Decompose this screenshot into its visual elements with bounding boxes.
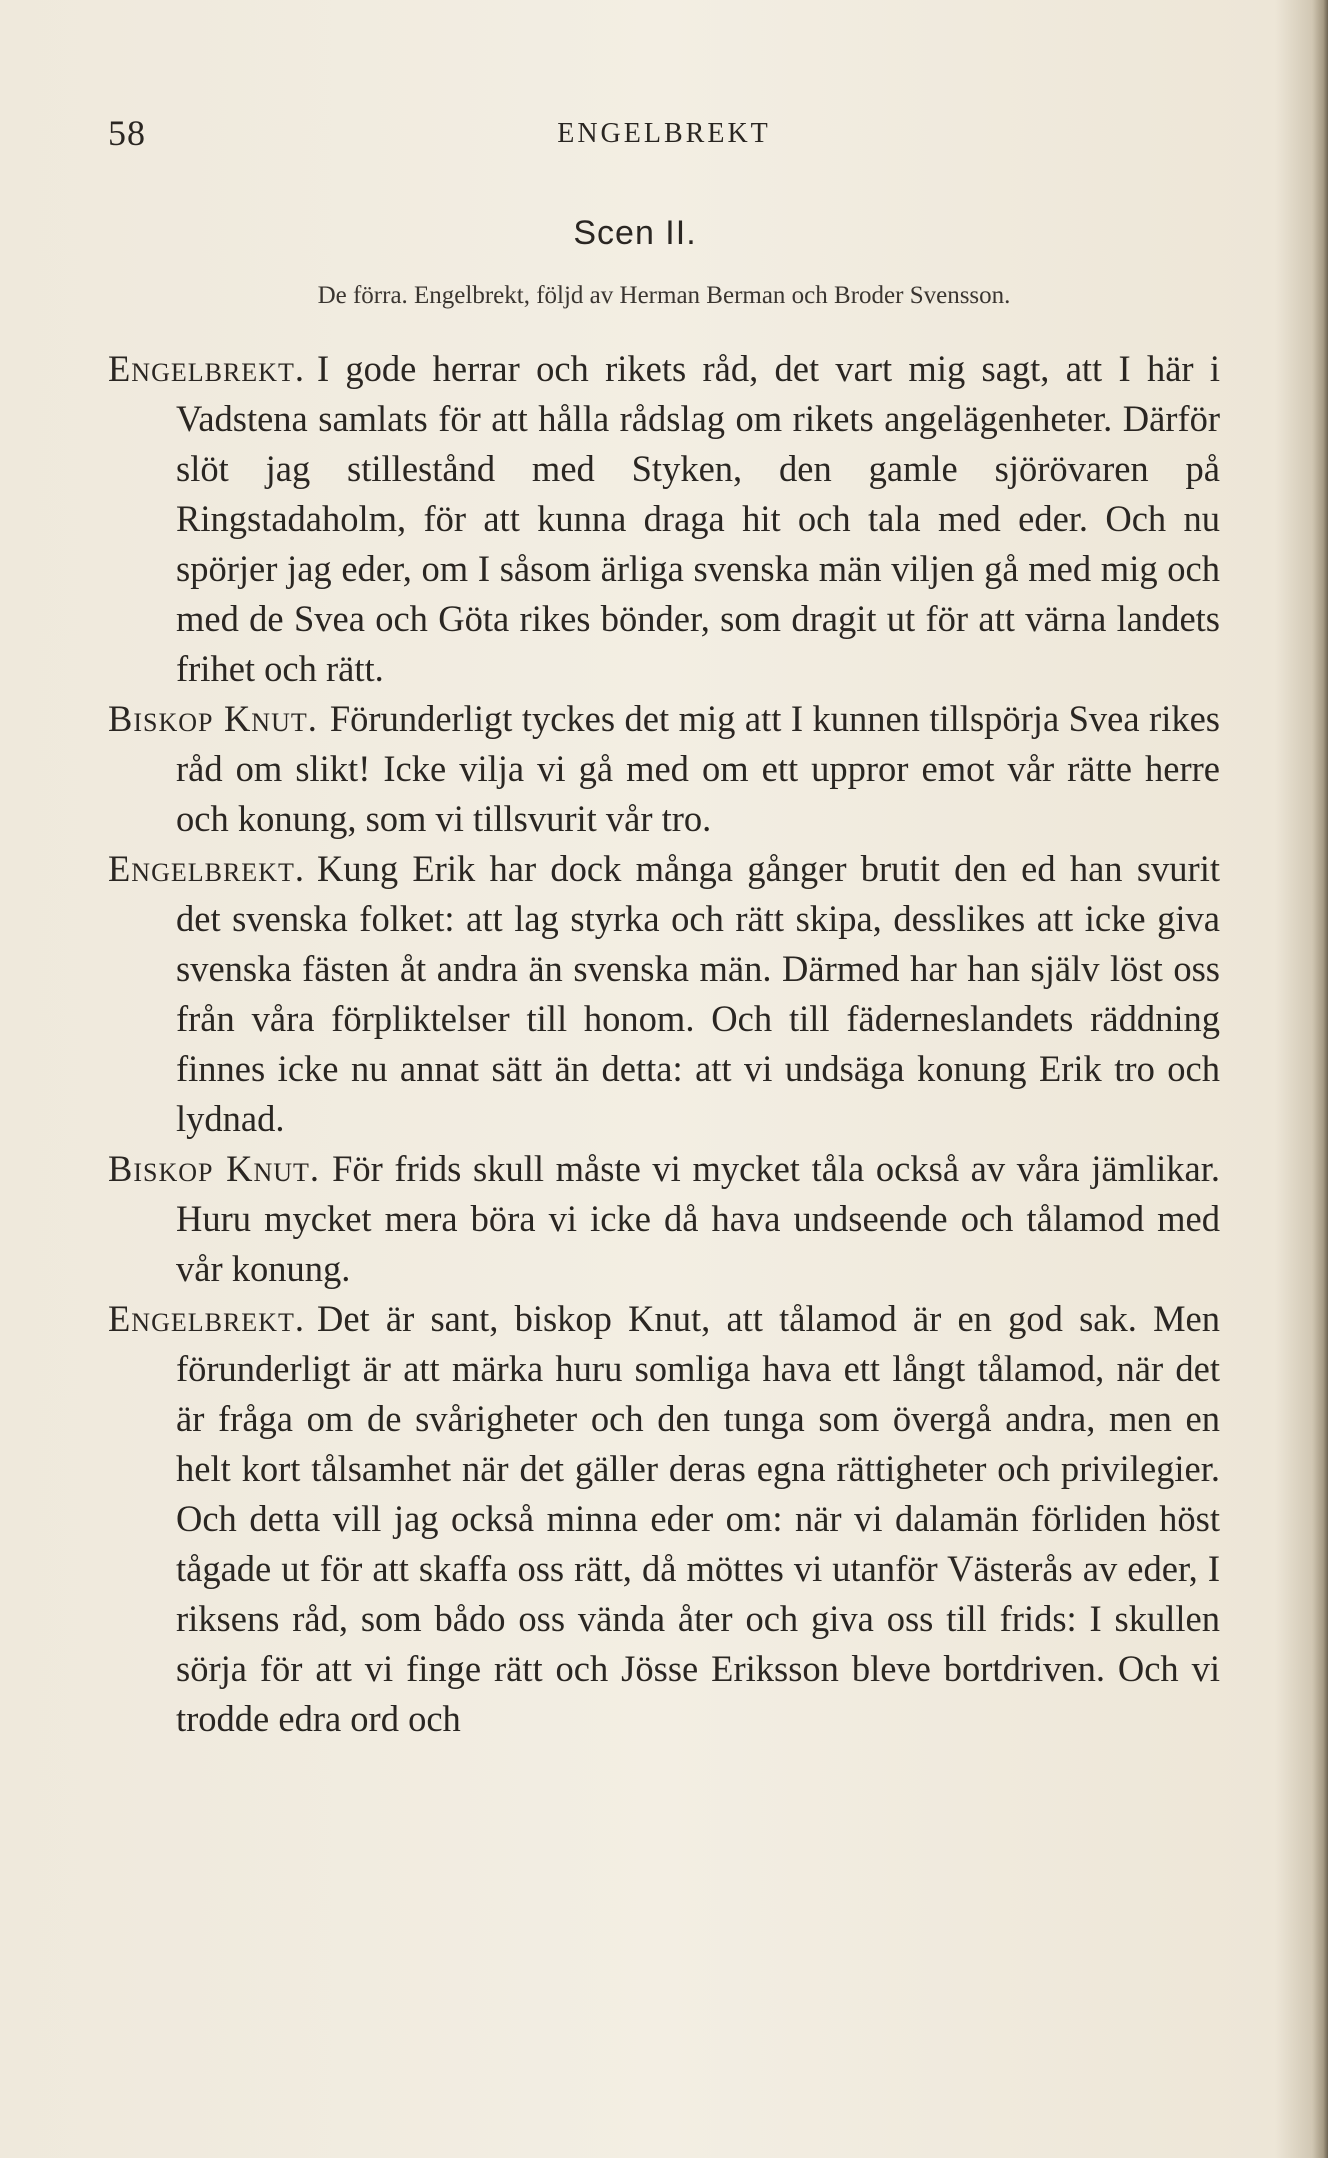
page-number: 58 [108,113,146,153]
dialogue [108,344,1220,1744]
speaker-name: Biskop Knut. [108,1148,321,1189]
speaker-name: Biskop Knut. [108,698,318,739]
speech [108,1294,1220,1744]
speech-text: I gode herrar och rikets råd, det vart mig sagt, att I här i Vadstena samlats för att hålla rådslag om rikets angelägenheter. Därför slöt jag stillestånd med Styken, den gamle sjörövaren på Ringstadaholm, för att kunna draga hit och tala med eder. Och nu spörjer jag eder, om I såsom ärliga svenska män viljen gå med mig och med de Svea och Göta rikes bönder, som dragit ut för att värna landets frihet och rätt. [176,348,1220,689]
speaker-name: Engelbrekt. [108,1298,305,1339]
speech [108,344,1220,694]
speech-text: Förunderligt tyckes det mig att I kunnen tillspörja Svea rikes råd om slikt! Icke vilja vi gå med om ett uppror emot vår rätte herre och konung, som vi tillsvurit vår tro. [176,698,1220,839]
speaker-name: Engelbrekt. [108,348,305,389]
speech-text: Det är sant, biskop Knut, att tålamod är en god sak. Men förunderligt är att märka huru somliga hava ett långt tålamod, när det är fråga om de svårigheter och den tunga som övergå andra, men en helt kort tålsamhet när det gäller deras egna rättigheter och privilegier. Och detta vill jag också minna eder om: när vi dalamän förliden höst tågade ut för att skaffa oss rätt, då möttes vi utanför Västerås av eder, I riksens råd, som bådo oss vända åter och giva oss till frids: I skullen sörja för att vi finge rätt och Jösse Eriksson bleve bortdriven. Och vi trodde edra ord och [176,1298,1220,1739]
speech-text: För frids skull måste vi mycket tåla också av våra jämlikar. Huru mycket mera böra vi icke då hava undseende och tålamod med vår konung. [176,1148,1220,1289]
page-header [108,112,1220,162]
scene-title: Scen II. [573,214,697,252]
spine-shadow [1312,0,1328,2158]
speech [108,1144,1220,1294]
speech-text: Kung Erik har dock många gånger brutit den ed han svurit det svenska folket: att lag styrka och rätt skipa, desslikes att icke giva svenska fästen åt andra än svenska män. Därmed har han själv löst oss från våra förpliktelser till honom. Och till fäderneslandets räddning finnes icke nu annat sätt än detta: att vi undsäga konung Erik tro och lydnad. [176,848,1220,1139]
speaker-name: Engelbrekt. [108,848,305,889]
speech [108,844,1220,1144]
stage-direction: De förra. Engelbrekt, följd av Herman Berman och Broder Svensson. [317,282,1011,309]
speech [108,694,1220,844]
running-title: ENGELBREKT [557,118,771,149]
